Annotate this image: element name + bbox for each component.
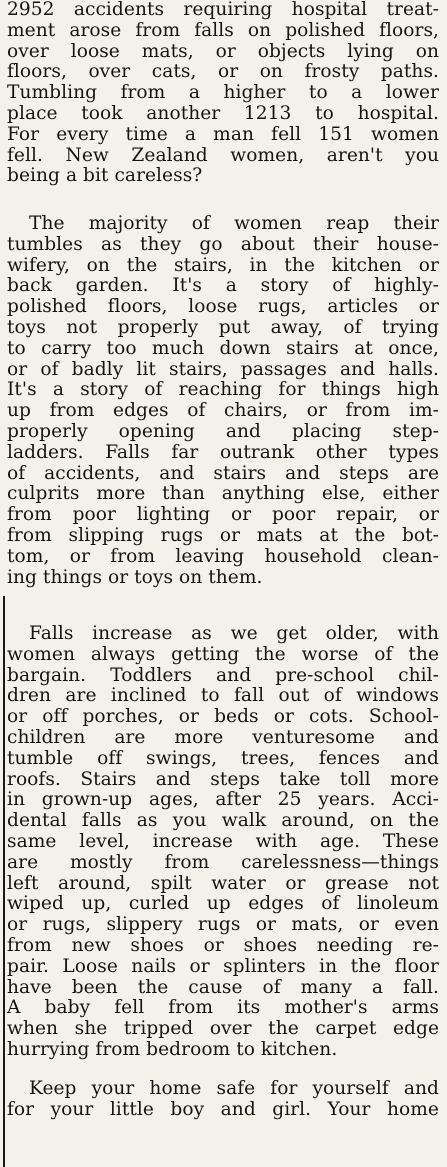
text-line: A baby fell from its mother's arms — [7, 997, 439, 1019]
text-line: from poor lighting or poor repair, or — [7, 504, 439, 526]
text-line: for your little boy and girl. Your home — [7, 1098, 439, 1120]
text-line: toys not properly put away, of trying — [7, 316, 439, 338]
text-line: when she tripped over the carpet edge — [7, 1018, 439, 1040]
text-line: polished floors, loose rugs, articles or — [7, 296, 439, 318]
text-line: over loose mats, or objects lying on — [7, 40, 439, 62]
text-line: women always getting the worse of the — [7, 643, 439, 665]
paragraph-accident-statistics — [7, 0, 439, 187]
text-line: same level, increase with age. These — [7, 830, 439, 852]
paragraph-keep-home-safe — [7, 1079, 439, 1121]
text-line: roofs. Stairs and steps take toll more — [7, 768, 439, 790]
text-line: or off porches, or beds or cots. School- — [7, 706, 439, 728]
text-line: ment arose from falls on polished floors, — [7, 19, 439, 41]
text-line: to carry too much down stairs at once, — [7, 337, 439, 359]
text-line: Keep your home safe for yourself and — [29, 1078, 439, 1099]
text-line: are mostly from carelessness—things — [7, 851, 439, 873]
column-rule — [3, 596, 5, 1167]
text-line: from slipping rugs or mats at the bot- — [7, 524, 439, 546]
text-line: Tumbling from a higher to a lower — [7, 82, 439, 104]
text-line: For every time a man fell 151 women — [7, 123, 439, 145]
paragraph-falls-with-age — [7, 624, 439, 1061]
text-line: dren are inclined to fall out of windows — [7, 685, 439, 707]
text-line: or of badly lit stairs, passages and halls. — [7, 358, 439, 380]
text-line: from new shoes or shoes needing re- — [7, 934, 439, 956]
text-line: The majority of women reap their — [29, 213, 439, 234]
text-line: fell. New Zealand women, aren't you — [7, 144, 439, 166]
text-line: tom, or from leaving household clean- — [7, 545, 439, 567]
text-line: children are more venturesome and — [7, 726, 439, 748]
text-line: culprits more than anything else, either — [7, 483, 439, 505]
text-line: have been the cause of many a fall. — [7, 976, 439, 998]
text-line: wifery, on the stairs, in the kitchen or — [7, 254, 439, 276]
text-line: hurrying from bedroom to kitchen. — [7, 1038, 338, 1060]
text-line: pair. Loose nails or splinters in the floor — [7, 955, 439, 977]
paragraph-household-falls — [7, 214, 439, 588]
text-line: dental falls as you walk around, on the — [7, 810, 439, 832]
text-line: of accidents, and stairs and steps are — [7, 462, 439, 484]
text-line: being a bit careless? — [7, 165, 203, 187]
text-line: wiped up, curled up edges of linoleum — [7, 893, 439, 915]
text-line: properly opening and placing step- — [7, 420, 439, 442]
text-line: ladders. Falls far outrank other types — [7, 441, 439, 463]
text-line: 2952 accidents requiring hospital treat- — [7, 0, 439, 20]
text-line: tumble off swings, trees, fences and — [7, 747, 439, 769]
text-line: or rugs, slippery rugs or mats, or even — [7, 914, 439, 936]
text-line: back garden. It's a story of highly- — [7, 275, 439, 297]
text-line: in grown-up ages, after 25 years. Acci- — [7, 789, 439, 811]
text-line: left around, spilt water or grease not — [7, 872, 439, 894]
text-line: floors, over cats, or on frosty paths. — [7, 61, 439, 83]
text-line: Falls increase as we get older, with — [29, 623, 439, 644]
text-line: place took another 1213 to hospital. — [7, 102, 439, 124]
text-line: ing things or toys on them. — [7, 566, 263, 588]
text-line: tumbles as they go about their house- — [7, 233, 439, 255]
text-line: bargain. Toddlers and pre-school chil- — [7, 664, 439, 686]
text-line: It's a story of reaching for things high — [7, 379, 439, 401]
text-line: up from edges of chairs, or from im- — [7, 400, 439, 422]
